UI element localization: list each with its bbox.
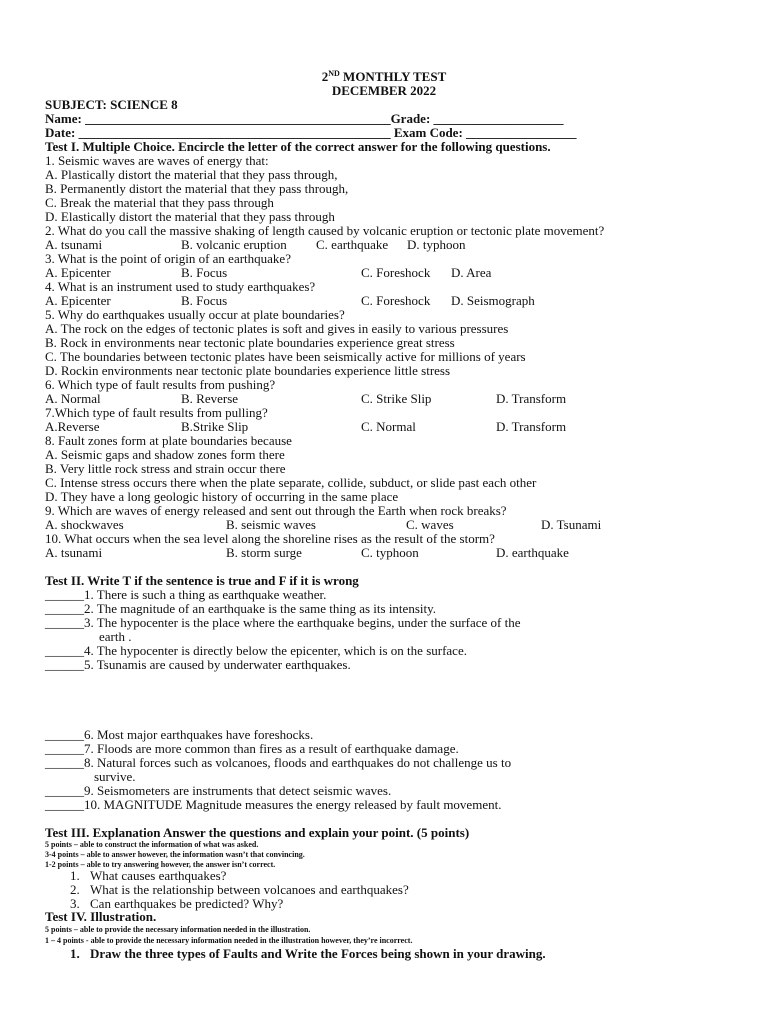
question-1: 1. Seismic waves are waves of energy that: [45,153,269,168]
q6-choice-b: B. Reverse [181,391,239,406]
q8-choice-c: C. Intense stress occurs there when the plate separate, collide, subduct, or slide past each other [45,475,537,490]
q2-choice-d: D. typhoon [407,237,466,252]
q7-choice-d: D. Transform [496,419,567,434]
tf-item-8-cont: survive. [94,769,136,784]
question-8: 8. Fault zones form at plate boundaries because [45,433,292,448]
q2-choice-c: C. earthquake [316,237,389,252]
q3-choice-c: C. Foreshock [361,265,431,280]
question-6: 6. Which type of fault results from pushing? [45,377,276,392]
tf-item-10: ______10. MAGNITUDE Magnitude measures the energy released by fault movement. [45,797,502,812]
q7-choice-b: B.Strike Slip [181,419,249,434]
q9-choice-d: D. Tsunami [541,517,602,532]
question-4: 4. What is an instrument used to study earthquakes? [45,279,316,294]
illustration-q1-number: 1. [70,946,80,961]
q9-choice-b: B. seismic waves [226,517,316,532]
q8-choice-d: D. They have a long geologic history of occurring in the same place [45,489,399,504]
question-10: 10. What occurs when the sea level along the shoreline rises as the result of the storm? [45,531,495,546]
q6-choice-c: C. Strike Slip [361,391,432,406]
test3-heading: Test III. Explanation Answer the questions and explain your point. (5 points) [45,825,470,840]
q9-choice-c: C. waves [406,517,454,532]
tf-item-1: ______1. There is such a thing as earthquake weather. [45,587,327,602]
q5-choice-d: D. Rockin environments near tectonic plate boundaries experience little stress [45,363,451,378]
q3-choice-b: B. Focus [181,265,228,280]
q1-choice-a: A. Plastically distort the material that they pass through, [45,167,338,182]
q8-choice-b: B. Very little rock stress and strain occur there [45,461,286,476]
explain-q1-number: 1. [70,868,80,883]
question-3: 3. What is the point of origin of an earthquake? [45,251,291,266]
exam-subtitle: DECEMBER 2022 [331,83,437,98]
subject-line: SUBJECT: SCIENCE 8 [45,97,178,112]
q2-choice-b: B. volcanic eruption [181,237,287,252]
rubric-3-line-1: 5 points – able to construct the information of what was asked. [45,840,259,849]
illustration-q1: Draw the three types of Faults and Write the Forces being shown in your drawing. [90,946,546,961]
q5-choice-a: A. The rock on the edges of tectonic plates is soft and gives in easily to various pressures [45,321,509,336]
tf-item-7: ______7. Floods are more common than fires as a result of earthquake damage. [45,741,459,756]
q10-choice-a: A. tsunami [45,545,103,560]
q7-choice-c: C. Normal [361,419,416,434]
question-2: 2. What do you call the massive shaking of length caused by volcanic eruption or tectonic plate movement? [45,223,605,238]
tf-item-4: ______4. The hypocenter is directly below the epicenter, which is on the surface. [45,643,467,658]
q5-choice-b: B. Rock in environments near tectonic plate boundaries experience great stress [45,335,455,350]
date-code-line: Date: ________________________________________________ Exam Code: _________________ [45,125,577,140]
q6-choice-d: D. Transform [496,391,567,406]
q4-choice-b: B. Focus [181,293,228,308]
q1-choice-d: D. Elastically distort the material that they pass through [45,209,335,224]
explain-q3: Can earthquakes be predicted? Why? [90,896,284,911]
tf-item-2: ______2. The magnitude of an earthquake is the same thing as its intensity. [45,601,437,616]
question-7: 7.Which type of fault results from pulling? [45,405,268,420]
q2-choice-a: A. tsunami [45,237,103,252]
q10-choice-b: B. storm surge [226,545,302,560]
test4-heading: Test IV. Illustration. [45,909,157,924]
q1-choice-c: C. Break the material that they pass through [45,195,274,210]
q4-choice-c: C. Foreshock [361,293,431,308]
q1-choice-b: B. Permanently distort the material that they pass through, [45,181,349,196]
name-grade-line: Name: _______________________________________________Grade: ____________________ [45,111,564,126]
explain-q2-number: 2. [70,882,80,897]
explain-q3-number: 3. [70,896,80,911]
q8-choice-a: A. Seismic gaps and shadow zones form there [45,447,285,462]
q4-choice-d: D. Seismograph [451,293,535,308]
tf-item-9: ______9. Seismometers are instruments that detect seismic waves. [45,783,392,798]
tf-item-5: ______5. Tsunamis are caused by underwater earthquakes. [45,657,351,672]
q7-choice-a: A.Reverse [45,419,100,434]
test2-heading: Test II. Write T if the sentence is true and F if it is wrong [45,573,359,588]
q10-choice-c: C. typhoon [361,545,419,560]
tf-item-3-cont: earth . [99,629,132,644]
rubric-4-line-1: 5 points – able to provide the necessary information needed in the illustration. [45,925,311,934]
rubric-4-line-2: 1 – 4 points - able to provide the necessary information needed in the illustration however, they’re incorrect. [45,936,413,945]
tf-item-6: ______6. Most major earthquakes have foreshocks. [45,727,314,742]
q9-choice-a: A. shockwaves [45,517,124,532]
rubric-3-line-3: 1-2 points – able to try answering however, the answer isn’t correct. [45,860,276,869]
question-9: 9. Which are waves of energy released and sent out through the Earth when rock breaks? [45,503,507,518]
q6-choice-a: A. Normal [45,391,101,406]
explain-q1: What causes earthquakes? [90,868,227,883]
question-5: 5. Why do earthquakes usually occur at plate boundaries? [45,307,345,322]
exam-title: 2ND MONTHLY TEST [321,69,447,84]
rubric-3-line-2: 3-4 points – able to answer however, the information wasn’t that convincing. [45,850,305,859]
tf-item-8: ______8. Natural forces such as volcanoes, floods and earthquakes do not challenge us to [45,755,512,770]
q10-choice-d: D. earthquake [496,545,569,560]
explain-q2: What is the relationship between volcanoes and earthquakes? [90,882,409,897]
q4-choice-a: A. Epicenter [45,293,111,308]
q3-choice-d: D. Area [451,265,492,280]
q3-choice-a: A. Epicenter [45,265,111,280]
test1-heading: Test I. Multiple Choice. Encircle the letter of the correct answer for the following questions. [45,139,551,154]
q5-choice-c: C. The boundaries between tectonic plates have been seismically active for millions of years [45,349,526,364]
tf-item-3: ______3. The hypocenter is the place where the earthquake begins, under the surface of the [45,615,521,630]
